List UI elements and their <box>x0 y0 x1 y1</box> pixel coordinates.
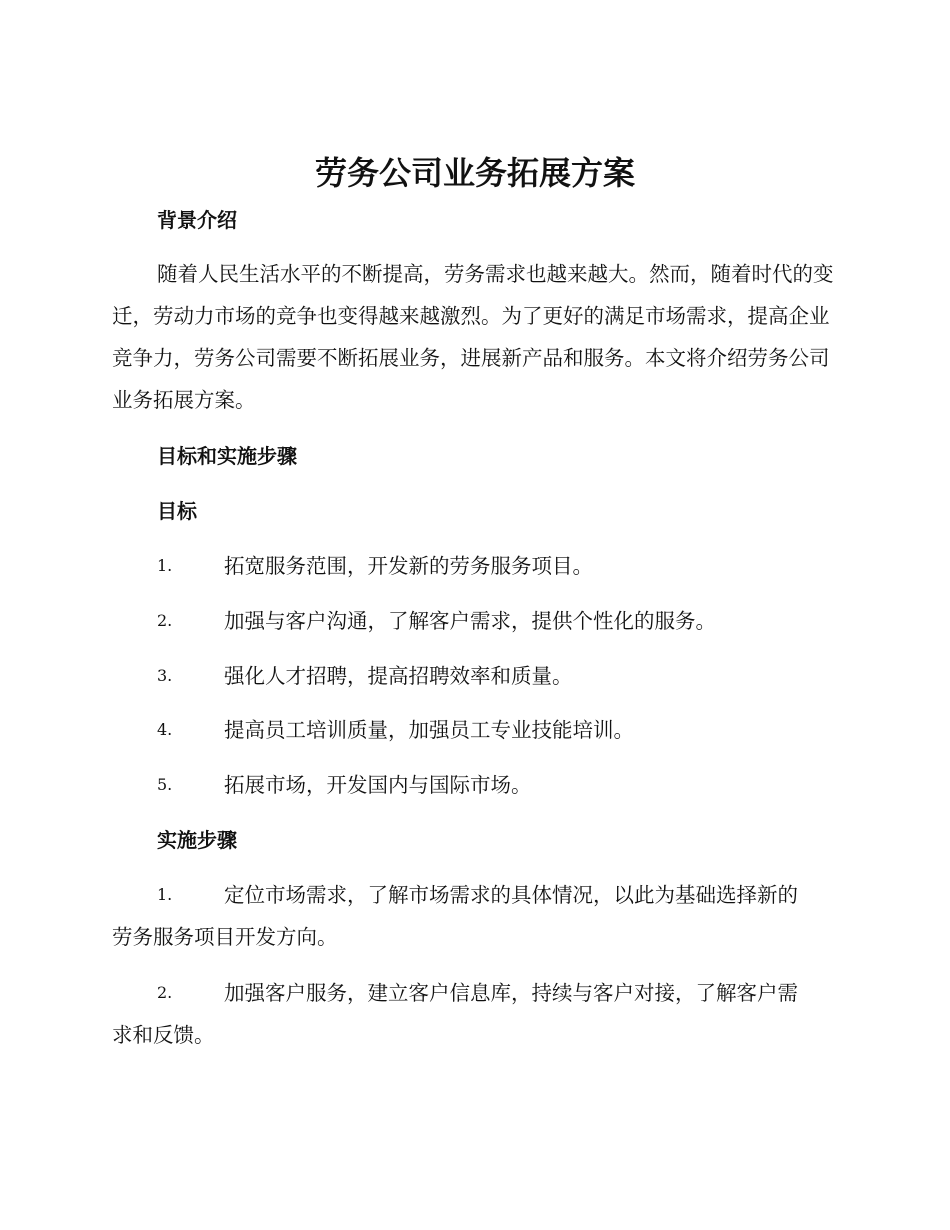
list-number: 4. <box>157 720 173 739</box>
step-list-item <box>112 972 834 1056</box>
step-line-continued: 求和反馈。 <box>112 1023 215 1047</box>
list-text: 提高员工培训质量，加强员工专业技能培训。 <box>224 718 634 742</box>
list-text: 加强客户服务，建立客户信息库，持续与客户对接，了解客户需 <box>224 981 798 1005</box>
step-line <box>112 874 834 916</box>
list-text: 强化人才招聘，提高招聘效率和质量。 <box>224 664 573 688</box>
step-line-continued: 劳务服务项目开发方向。 <box>112 925 338 949</box>
list-number: 2. <box>157 983 173 1002</box>
section-heading-goals-and-steps: 目标和实施步骤 <box>157 444 297 468</box>
list-text: 拓展市场，开发国内与国际市场。 <box>224 773 532 797</box>
section-heading-steps: 实施步骤 <box>157 828 237 852</box>
list-number: 5. <box>157 775 173 794</box>
list-text: 加强与客户沟通，了解客户需求，提供个性化的服务。 <box>224 609 716 633</box>
step-line <box>112 972 834 1014</box>
section-heading-goals: 目标 <box>157 499 197 523</box>
list-number: 3. <box>157 666 173 685</box>
section-heading-background: 背景介绍 <box>157 208 237 232</box>
list-text: 拓宽服务范围，开发新的劳务服务项目。 <box>224 554 593 578</box>
list-number: 1. <box>157 556 173 575</box>
list-text: 定位市场需求，了解市场需求的具体情况，以此为基础选择新的 <box>224 883 798 907</box>
document-title: 劳务公司业务拓展方案 <box>314 154 635 192</box>
step-list-item <box>112 874 834 958</box>
list-number: 1. <box>157 885 173 904</box>
list-number: 2. <box>157 611 173 630</box>
background-paragraph: 随着人民生活水平的不断提高，劳务需求也越来越大。然而，随着时代的变迁，劳动力市场的竞争也变得越来越激烈。为了更好的满足市场需求，提高企业竞争力，劳务公司需要不断拓展业务，进展新产品和服务。本文将介绍劳务公司业务拓展方案。 <box>112 262 834 412</box>
